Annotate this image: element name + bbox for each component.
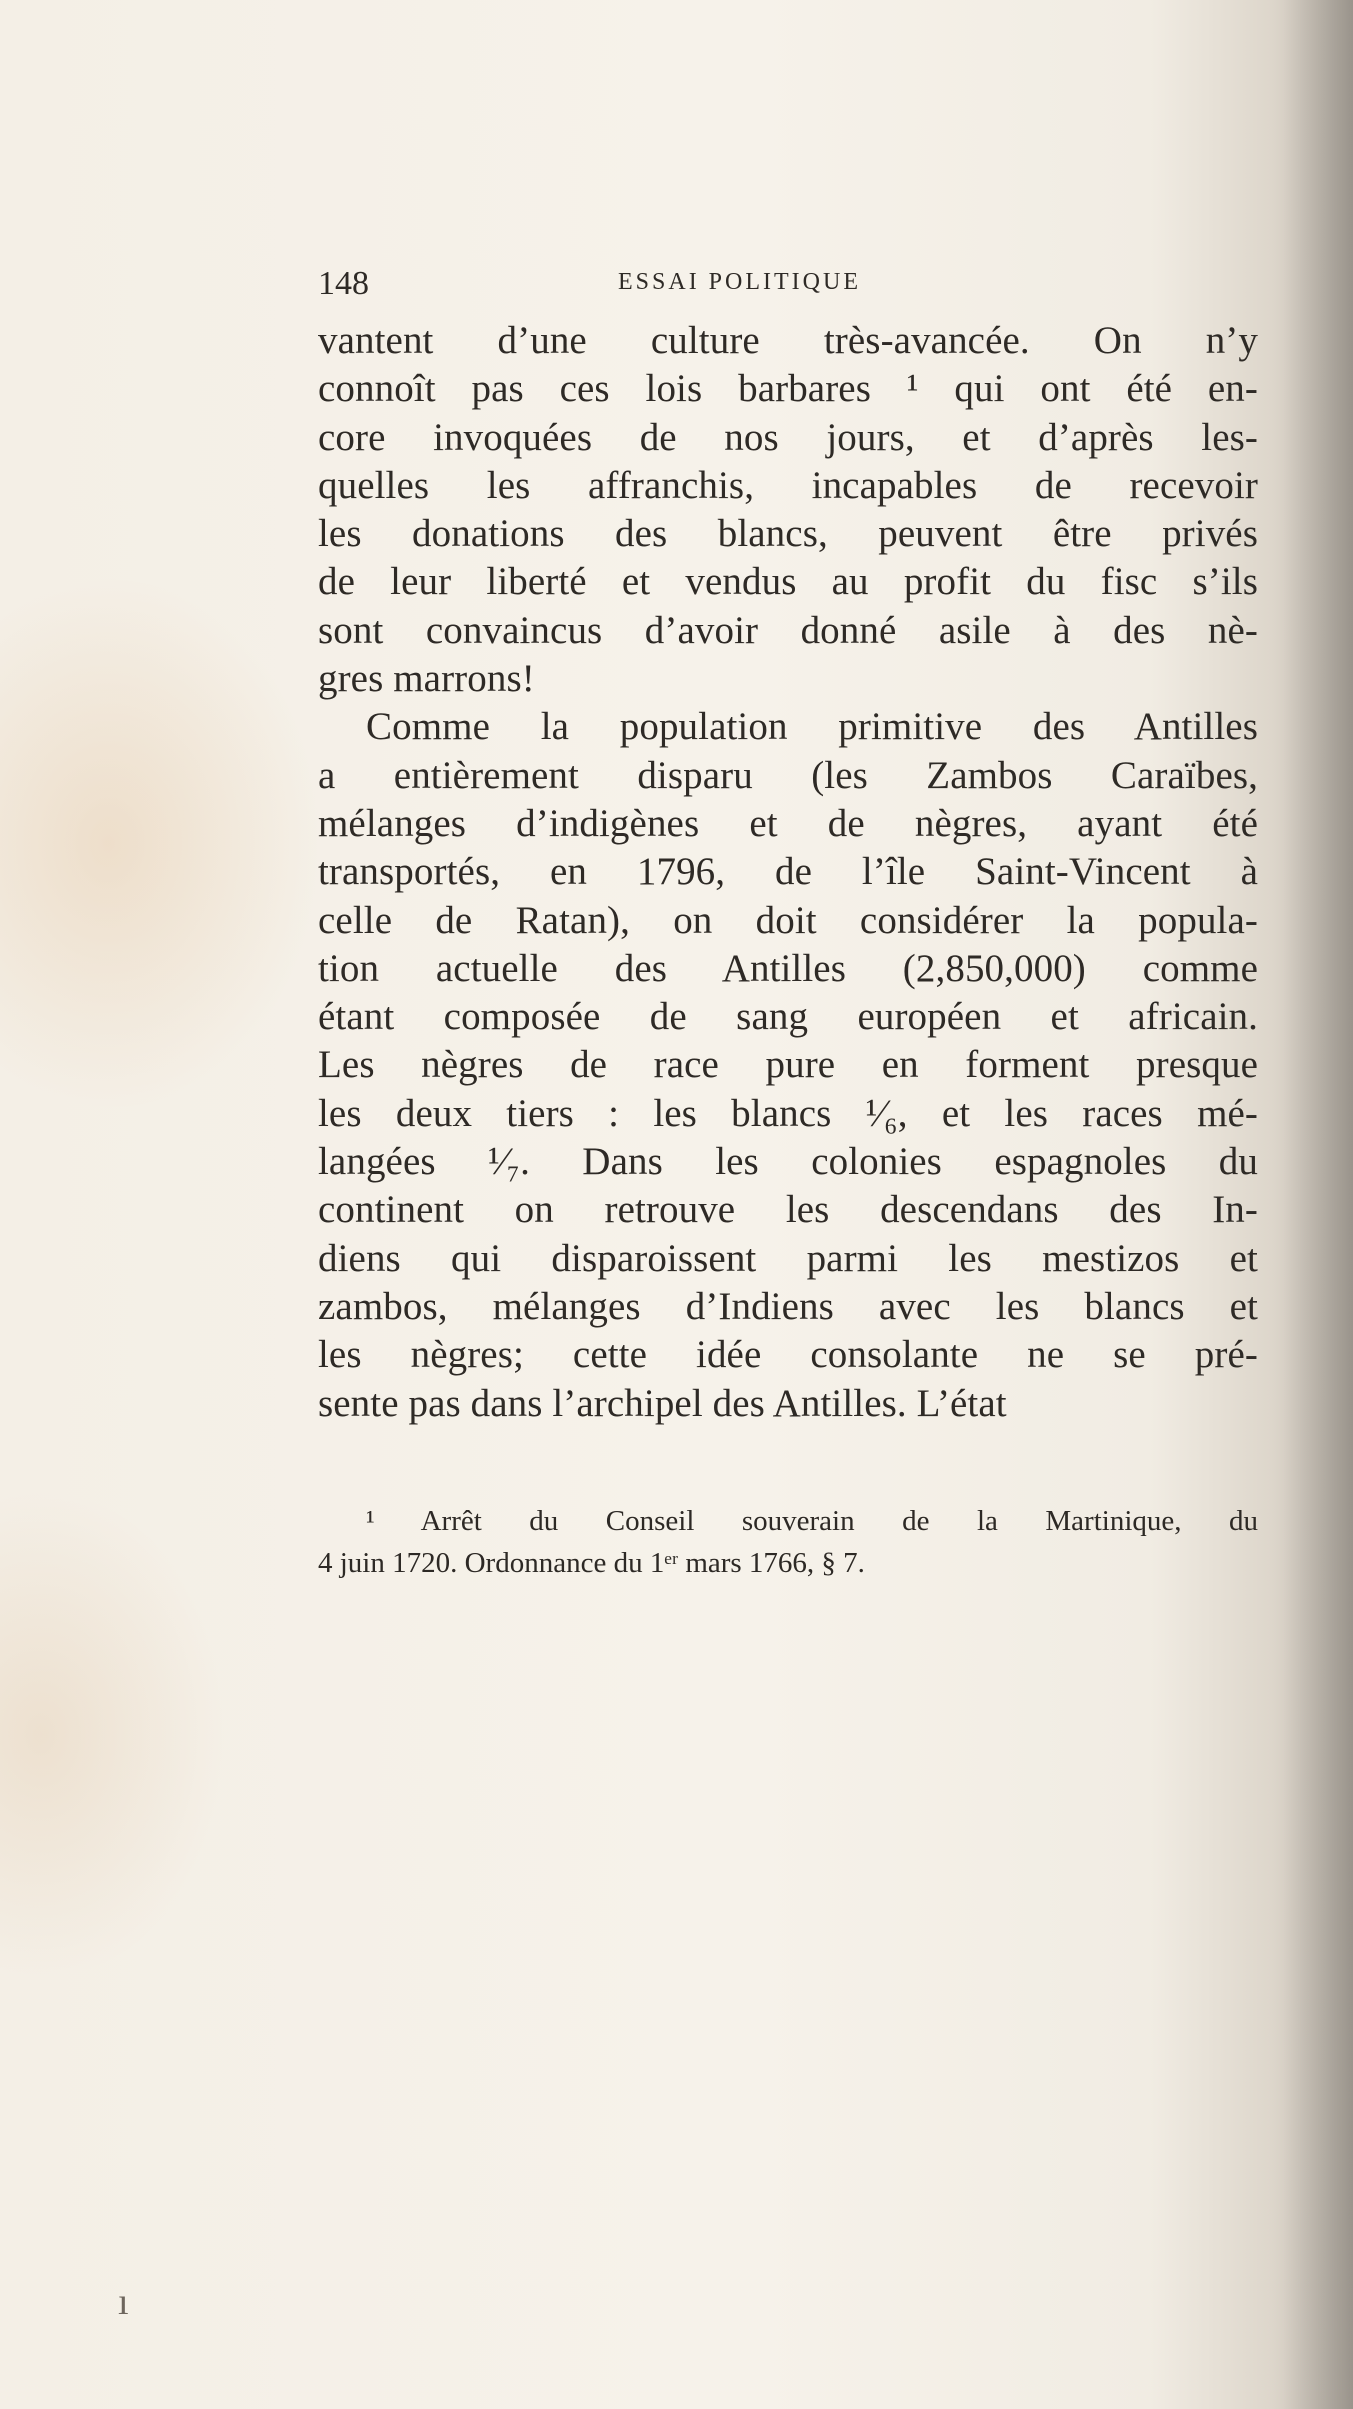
body-line: transportés, en 1796, de l’île Saint-Vincent à [318, 850, 1258, 894]
body-line: Comme la population primitive des Antilles [366, 705, 1258, 749]
body-line: zambos, mélanges d’Indiens avec les blancs et [318, 1284, 1258, 1328]
body-line: connoît pas ces lois barbares ¹ qui ont été en- [318, 367, 1258, 411]
body-line: gres marrons! [318, 657, 535, 701]
body-line: core invoquées de nos jours, et d’après les- [318, 415, 1258, 459]
body-line: quelles les affranchis, incapables de recevoir [318, 463, 1258, 507]
body-line: les nègres; cette idée consolante ne se pré- [318, 1333, 1258, 1377]
body-text [318, 317, 1258, 1428]
body-line: vantent d’une culture très-avancée. On n’y [318, 319, 1258, 362]
body-line: sont convaincus d’avoir donné asile à des nè- [318, 608, 1258, 652]
body-line: a entièrement disparu (les Zambos Caraïbes, [318, 753, 1258, 797]
footnote-line: ¹ Arrêt du Conseil souverain de la Martinique, du [366, 1504, 1258, 1537]
body-line: étant composée de sang européen et africain. [318, 995, 1258, 1039]
page-edge-shadow [1283, 0, 1353, 2409]
page-number: 148 [318, 265, 369, 302]
footnotes [318, 1500, 1258, 1584]
body-line: Les nègres de race pure en forment presque [318, 1043, 1258, 1087]
body-line: celle de Ratan), on doit considérer la popula- [318, 898, 1258, 942]
running-head [318, 265, 1258, 302]
body-line: diens qui disparoissent parmi les mestizos et [318, 1236, 1258, 1280]
text-block [318, 265, 1258, 1584]
footnote-line: 4 juin 1720. Ordonnance du 1ᵉʳ mars 1766, § 7. [318, 1546, 865, 1579]
body-line: tion actuelle des Antilles (2,850,000) comme [318, 946, 1258, 990]
body-line: les deux tiers : les blancs ¹⁄₆, et les races mé- [318, 1091, 1258, 1135]
body-line: langées ¹⁄₇. Dans les colonies espagnoles du [318, 1140, 1258, 1184]
body-line: sente pas dans l’archipel des Antilles. L’état [318, 1381, 1007, 1425]
body-line: de leur liberté et vendus au profit du fisc s’ils [318, 560, 1258, 604]
body-line: continent on retrouve les descendans des In- [318, 1188, 1258, 1232]
body-line: mélanges d’indigènes et de nègres, ayant été [318, 801, 1258, 845]
running-title: ESSAI POLITIQUE [618, 269, 861, 295]
marginal-mark: ı [118, 2281, 129, 2323]
body-line: les donations des blancs, peuvent être privés [318, 512, 1258, 556]
